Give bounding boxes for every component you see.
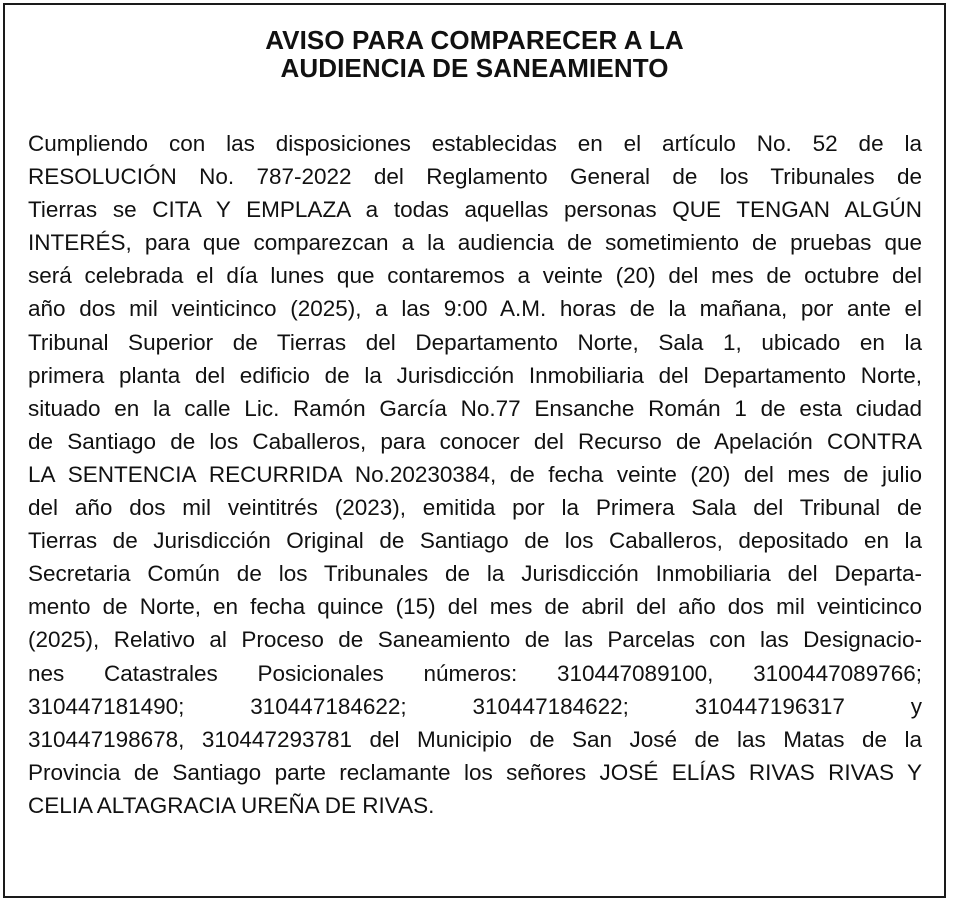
body-line: primera planta del edificio de la Jurisdicción Inmobiliaria del Departamento Norte, (28, 362, 922, 388)
body-line: mento de Norte, en fecha quince (15) del mes de abril del año dos mil veinticinco (28, 594, 922, 620)
legal-notice (3, 3, 946, 898)
body-line: año dos mil veinticinco (2025), a las 9:00 A.M. horas de la mañana, por ante el (28, 296, 922, 322)
body-line: Provincia de Santiago parte reclamante los señores JOSÉ ELÍAS RIVAS RIVAS Y (28, 759, 922, 785)
body-line: será celebrada el día lunes que contaremos a veinte (20) del mes de octubre del (28, 263, 922, 289)
title-line-1: AVISO PARA COMPARECER A LA (265, 25, 684, 55)
title-line-2: AUDIENCIA DE SANEAMIENTO (280, 53, 669, 83)
body-line: INTERÉS, para que comparezcan a la audiencia de sometimiento de pruebas que (28, 230, 922, 256)
body-line: Tierras se CITA Y EMPLAZA a todas aquellas personas QUE TENGAN ALGÚN (28, 197, 922, 223)
body-line: 310447198678, 310447293781 del Municipio de San José de las Matas de la (28, 726, 922, 752)
body-line-last: CELIA ALTAGRACIA UREÑA DE RIVAS. (28, 792, 435, 818)
body-line: Secretaria Común de los Tribunales de la Jurisdicción Inmobiliaria del Departa- (28, 561, 922, 587)
body-line: Cumpliendo con las disposiciones establecidas en el artículo No. 52 de la (28, 131, 922, 156)
notice-body (28, 127, 922, 822)
body-line: RESOLUCIÓN No. 787-2022 del Reglamento General de los Tribunales de (28, 164, 922, 190)
body-line: LA SENTENCIA RECURRIDA No.20230384, de fecha veinte (20) del mes de julio (28, 461, 922, 487)
body-line: 310447181490; 310447184622; 310447184622; 310447196317 y (28, 693, 922, 719)
body-line: situado en la calle Lic. Ramón García No.77 Ensanche Román 1 de esta ciudad (28, 395, 922, 421)
notice-title (5, 26, 944, 82)
body-line: de Santiago de los Caballeros, para conocer del Recurso de Apelación CONTRA (28, 428, 922, 454)
body-line: (2025), Relativo al Proceso de Saneamiento de las Parcelas con las Designacio- (28, 627, 922, 653)
body-line: Tierras de Jurisdicción Original de Santiago de los Caballeros, depositado en la (28, 528, 922, 554)
body-line: Tribunal Superior de Tierras del Departamento Norte, Sala 1, ubicado en la (28, 329, 922, 355)
body-line: del año dos mil veintitrés (2023), emitida por la Primera Sala del Tribunal de (28, 495, 922, 521)
body-line: nes Catastrales Posicionales números: 310447089100, 3100447089766; (28, 660, 922, 686)
